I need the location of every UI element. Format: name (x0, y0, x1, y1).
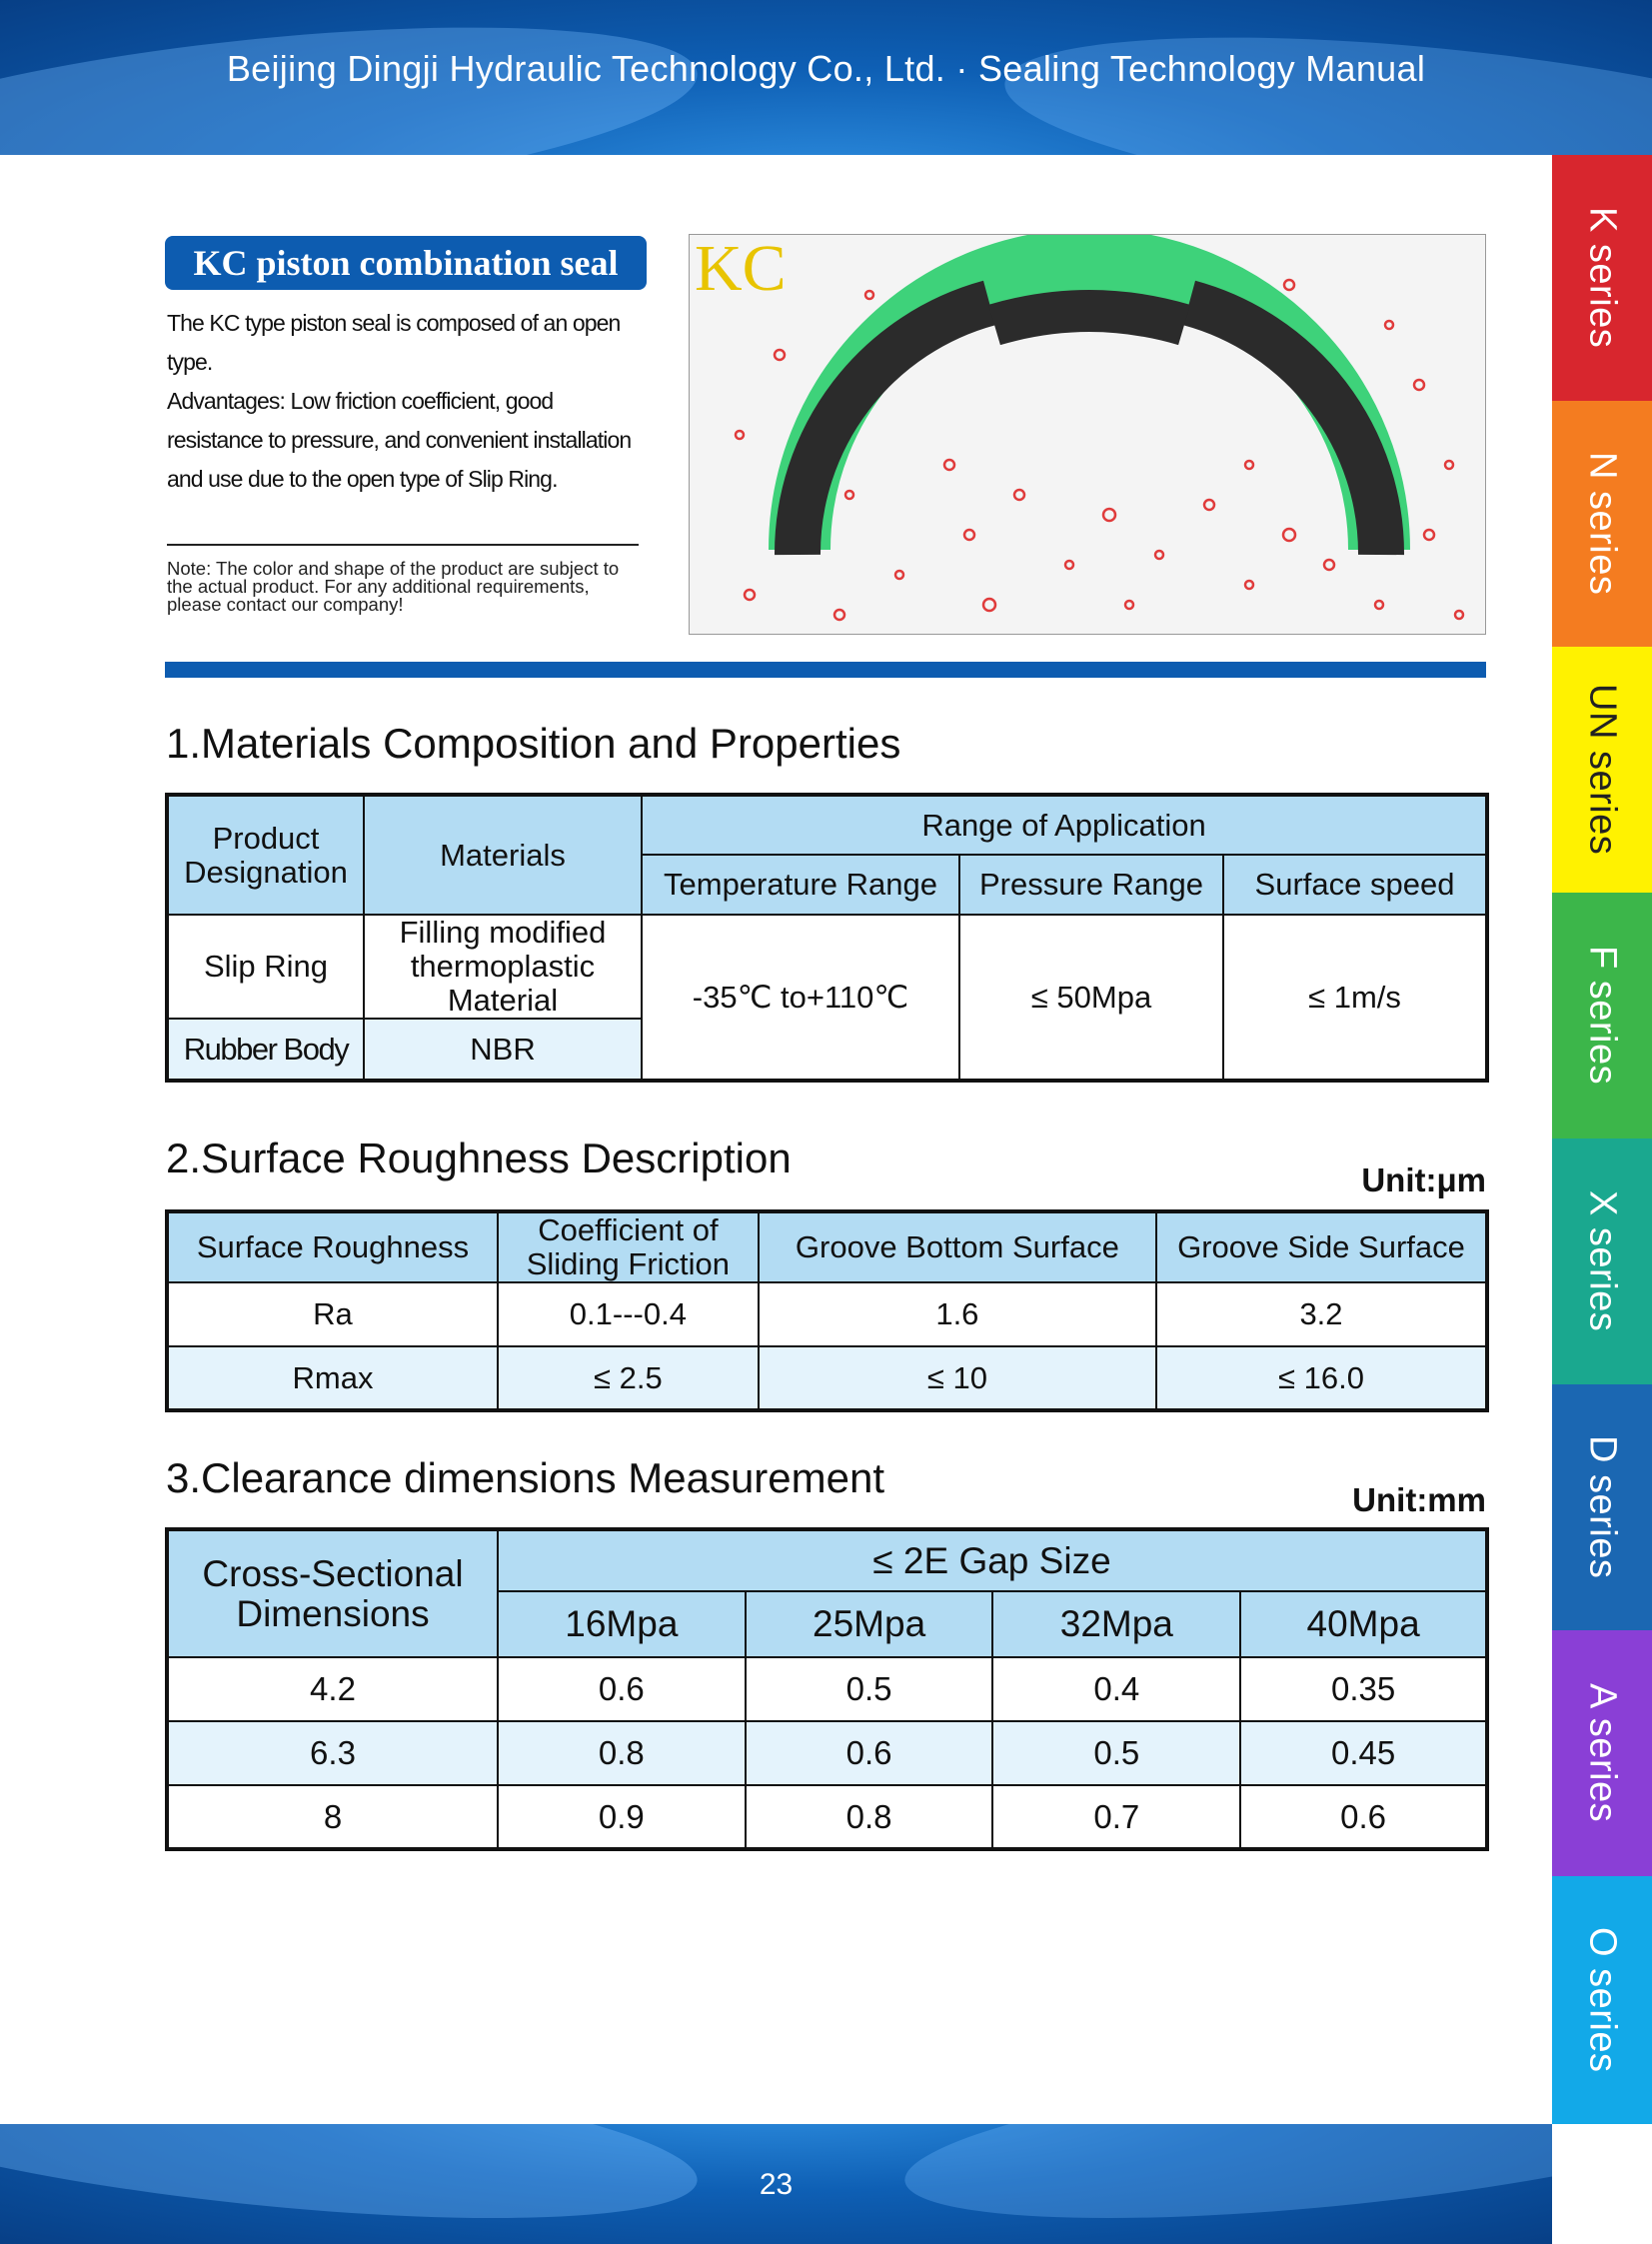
clearance-table (165, 1527, 1489, 1851)
designation-cell: Rubber Body (167, 1019, 364, 1081)
temperature-value: -35℃ to+110℃ (642, 915, 959, 1081)
material-cell: NBR (364, 1019, 642, 1081)
section3-unit: Unit:mm (1352, 1481, 1486, 1518)
page-header (0, 0, 1652, 155)
table-cell: ≤ 2.5 (498, 1346, 759, 1410)
table-cell: 8 (167, 1785, 498, 1849)
tab-o-series[interactable]: O series (1552, 1876, 1652, 2124)
header-cross-section: Cross-Sectional Dimensions (167, 1529, 498, 1657)
kc-seal-illustration (690, 235, 1485, 634)
table-row (167, 1657, 1487, 1721)
section1-title: 1.Materials Composition and Properties (166, 720, 901, 767)
table-cell: 0.35 (1240, 1657, 1487, 1721)
table-cell: 0.6 (1240, 1785, 1487, 1849)
material-cell: Filling modified thermoplastic Material (364, 915, 642, 1019)
header-roughness: Surface Roughness (167, 1211, 498, 1282)
designation-cell: Slip Ring (167, 915, 364, 1019)
section3-title: 3.Clearance dimensions Measurement (166, 1454, 885, 1501)
page-footer (0, 2124, 1552, 2244)
product-description (167, 304, 647, 499)
tab-a-series[interactable]: A series (1552, 1630, 1652, 1876)
tab-n-series[interactable]: N series (1552, 401, 1652, 647)
table-cell: 0.6 (746, 1721, 993, 1785)
section-divider (165, 662, 1486, 678)
table-cell: 1.6 (759, 1282, 1156, 1346)
image-label: KC (695, 234, 787, 305)
table-cell: 0.9 (498, 1785, 746, 1849)
header-gap-size: ≤ 2E Gap Size (498, 1529, 1487, 1591)
header-materials: Materials (364, 795, 642, 915)
tab-f-series[interactable]: F series (1552, 893, 1652, 1138)
table-row (167, 1282, 1487, 1346)
table-cell: 0.7 (992, 1785, 1240, 1849)
table-cell: 0.5 (992, 1721, 1240, 1785)
header-temperature: Temperature Range (642, 855, 959, 915)
section2-title: 2.Surface Roughness Description (166, 1134, 792, 1181)
description-line: Advantages: Low friction coefficient, good resistance to pressure, and convenient installation and use due to the open type of Slip Ring. (167, 388, 632, 492)
header-pressure: Pressure Range (959, 855, 1223, 915)
header-designation: Product Designation (167, 795, 364, 915)
roughness-table (165, 1209, 1489, 1412)
table-row (167, 1346, 1487, 1410)
product-note: Note: The color and shape of the product are subject to the actual product. For any additional requirements, please contact our company! (167, 558, 620, 615)
table-cell: 0.8 (498, 1721, 746, 1785)
tab-d-series[interactable]: D series (1552, 1384, 1652, 1630)
header-groove-side: Groove Side Surface (1156, 1211, 1487, 1282)
tab-un-series[interactable]: UN series (1552, 647, 1652, 893)
table-cell: 0.5 (746, 1657, 993, 1721)
header-groove-bottom: Groove Bottom Surface (759, 1211, 1156, 1282)
table-row (167, 1721, 1487, 1785)
page-number: 23 (759, 2168, 794, 2201)
table-cell: 4.2 (167, 1657, 498, 1721)
header-pressure-40: 40Mpa (1240, 1591, 1487, 1657)
section2-unit: Unit:μm (1361, 1161, 1486, 1198)
table-cell: 0.4 (992, 1657, 1240, 1721)
table-cell: 0.45 (1240, 1721, 1487, 1785)
header-friction: Coefficient of Sliding Friction (498, 1211, 759, 1282)
note-divider (167, 544, 639, 546)
header-pressure-32: 32Mpa (992, 1591, 1240, 1657)
table-cell: Rmax (167, 1346, 498, 1410)
pressure-value: ≤ 50Mpa (959, 915, 1223, 1081)
tab-x-series[interactable]: X series (1552, 1138, 1652, 1384)
table-cell: 6.3 (167, 1721, 498, 1785)
header-title: Beijing Dingji Hydraulic Technology Co., Ltd. · Sealing Technology Manual (226, 48, 1426, 89)
series-tabs (1552, 155, 1652, 2244)
table-cell: ≤ 10 (759, 1346, 1156, 1410)
materials-table (165, 793, 1489, 1083)
tab-k-series[interactable]: K series (1552, 155, 1652, 401)
table-row (167, 1785, 1487, 1849)
header-pressure-25: 25Mpa (746, 1591, 993, 1657)
table-cell: 0.6 (498, 1657, 746, 1721)
header-speed: Surface speed (1223, 855, 1487, 915)
table-cell: Ra (167, 1282, 498, 1346)
table-cell: ≤ 16.0 (1156, 1346, 1487, 1410)
speed-value: ≤ 1m/s (1223, 915, 1487, 1081)
product-title-badge: KC piston combination seal (165, 236, 647, 290)
table-cell: 3.2 (1156, 1282, 1487, 1346)
product-image (689, 234, 1486, 635)
header-pressure-16: 16Mpa (498, 1591, 746, 1657)
table-cell: 0.8 (746, 1785, 993, 1849)
table-cell: 0.1---0.4 (498, 1282, 759, 1346)
description-line: The KC type piston seal is composed of an open type. (167, 310, 621, 375)
header-range: Range of Application (642, 795, 1487, 855)
